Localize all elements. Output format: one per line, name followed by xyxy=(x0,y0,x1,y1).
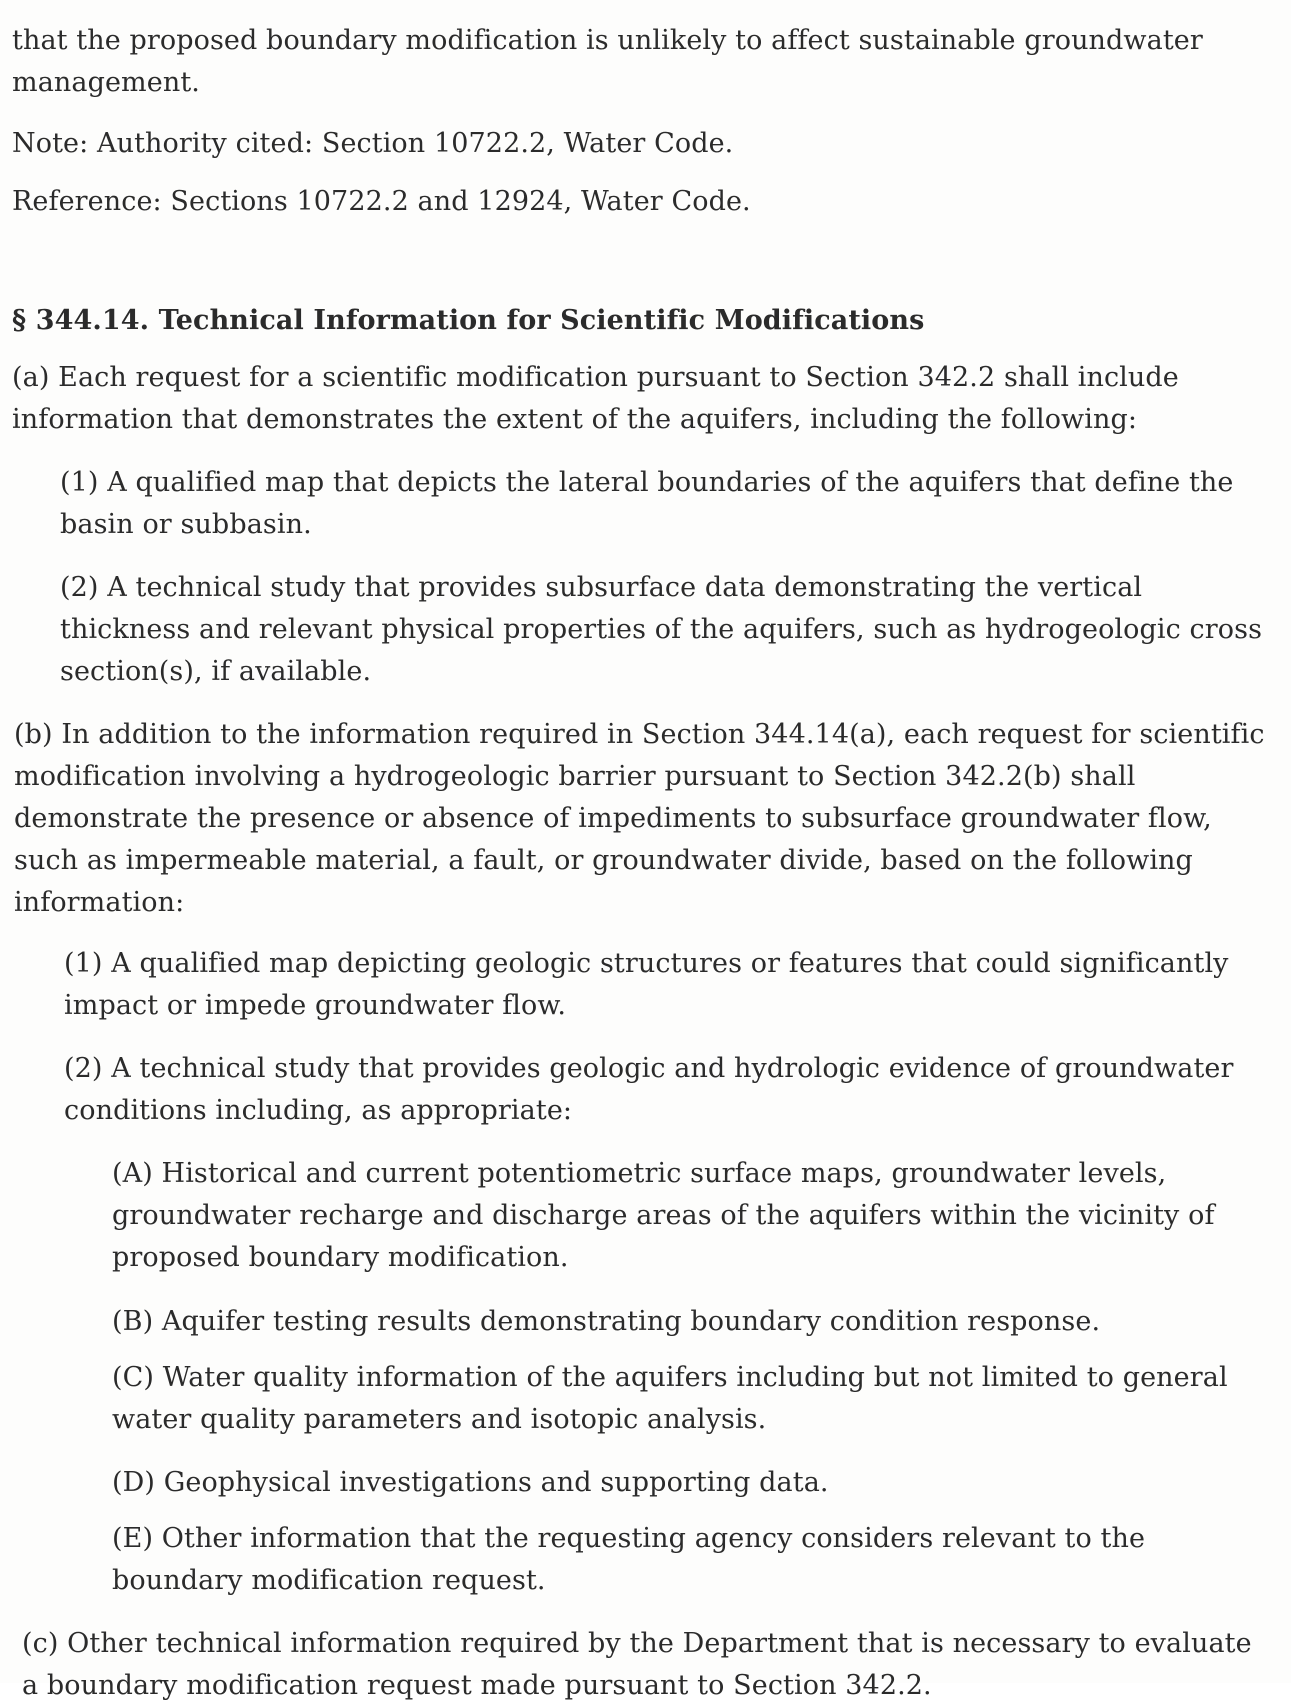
text-line: information: xyxy=(14,887,185,918)
text-line: that the proposed boundary modification is unlikely to affect sustainable groundwater xyxy=(12,25,1203,56)
text-line: groundwater recharge and discharge areas of the aquifers within the vicinity of xyxy=(112,1200,1215,1231)
text-line: (B) Aquifer testing results demonstrating boundary condition response. xyxy=(112,1306,1101,1337)
subsection-c xyxy=(22,1623,1291,1707)
text-line: (c) Other technical information required by the Department that is necessary to evaluate xyxy=(22,1628,1252,1659)
text-line: basin or subbasin. xyxy=(60,509,312,540)
text-line: § 344.14. Technical Information for Scientific Modifications xyxy=(12,305,925,336)
subsection-b-2-A xyxy=(112,1153,1282,1279)
text-line: (2) A technical study that provides geologic and hydrologic evidence of groundwater xyxy=(64,1053,1234,1084)
subsection-b-2-E xyxy=(112,1518,1282,1602)
text-line: water quality parameters and isotopic analysis. xyxy=(112,1404,767,1435)
text-line: (C) Water quality information of the aquifers including but not limited to general xyxy=(112,1362,1228,1393)
subsection-b-1 xyxy=(64,943,1284,1027)
section-heading xyxy=(12,300,1272,342)
subsection-b-2-C xyxy=(112,1357,1282,1441)
text-line: management. xyxy=(12,67,200,98)
text-line: thickness and relevant physical properties of the aquifers, such as hydrogeologic cross xyxy=(60,614,1263,645)
subsection-b-2-D xyxy=(112,1462,1282,1504)
authority-note xyxy=(12,123,1272,165)
subsection-a xyxy=(12,357,1272,441)
text-line: boundary modification request. xyxy=(112,1565,546,1596)
subsection-a-2 xyxy=(60,567,1291,693)
text-line: modification involving a hydrogeologic barrier pursuant to Section 342.2(b) shall xyxy=(14,761,1136,792)
text-line: a boundary modification request made pursuant to Section 342.2. xyxy=(22,1670,932,1701)
text-line: (1) A qualified map that depicts the lateral boundaries of the aquifers that define the xyxy=(60,467,1234,498)
text-line: (b) In addition to the information required in Section 344.14(a), each request for scientific xyxy=(14,719,1265,750)
text-line: impact or impede groundwater flow. xyxy=(64,990,567,1021)
text-line: (D) Geophysical investigations and supporting data. xyxy=(112,1467,829,1498)
text-line: demonstrate the presence or absence of impediments to subsurface groundwater flow, xyxy=(14,803,1212,834)
text-line: information that demonstrates the extent of the aquifers, including the following: xyxy=(12,404,1138,435)
reference-note xyxy=(12,181,1272,223)
text-line: conditions including, as appropriate: xyxy=(64,1095,573,1126)
subsection-b-2 xyxy=(64,1048,1284,1132)
subsection-b-2-B xyxy=(112,1301,1282,1343)
text-line: (2) A technical study that provides subsurface data demonstrating the vertical xyxy=(60,572,1143,603)
text-line: section(s), if available. xyxy=(60,656,372,687)
text-line: (1) A qualified map depicting geologic structures or features that could significantly xyxy=(64,948,1229,979)
continuation-paragraph xyxy=(12,20,1272,104)
text-line: (a) Each request for a scientific modification pursuant to Section 342.2 shall include xyxy=(12,362,1179,393)
text-line: proposed boundary modification. xyxy=(112,1242,569,1273)
text-line: Reference: Sections 10722.2 and 12924, Water Code. xyxy=(12,186,751,217)
text-line: such as impermeable material, a fault, or groundwater divide, based on the following xyxy=(14,845,1193,876)
subsection-b xyxy=(14,714,1291,924)
subsection-a-1 xyxy=(60,462,1280,546)
text-line: Note: Authority cited: Section 10722.2, Water Code. xyxy=(12,128,734,159)
text-line: (A) Historical and current potentiometric surface maps, groundwater levels, xyxy=(112,1158,1167,1189)
text-line: (E) Other information that the requesting agency considers relevant to the xyxy=(112,1523,1146,1554)
